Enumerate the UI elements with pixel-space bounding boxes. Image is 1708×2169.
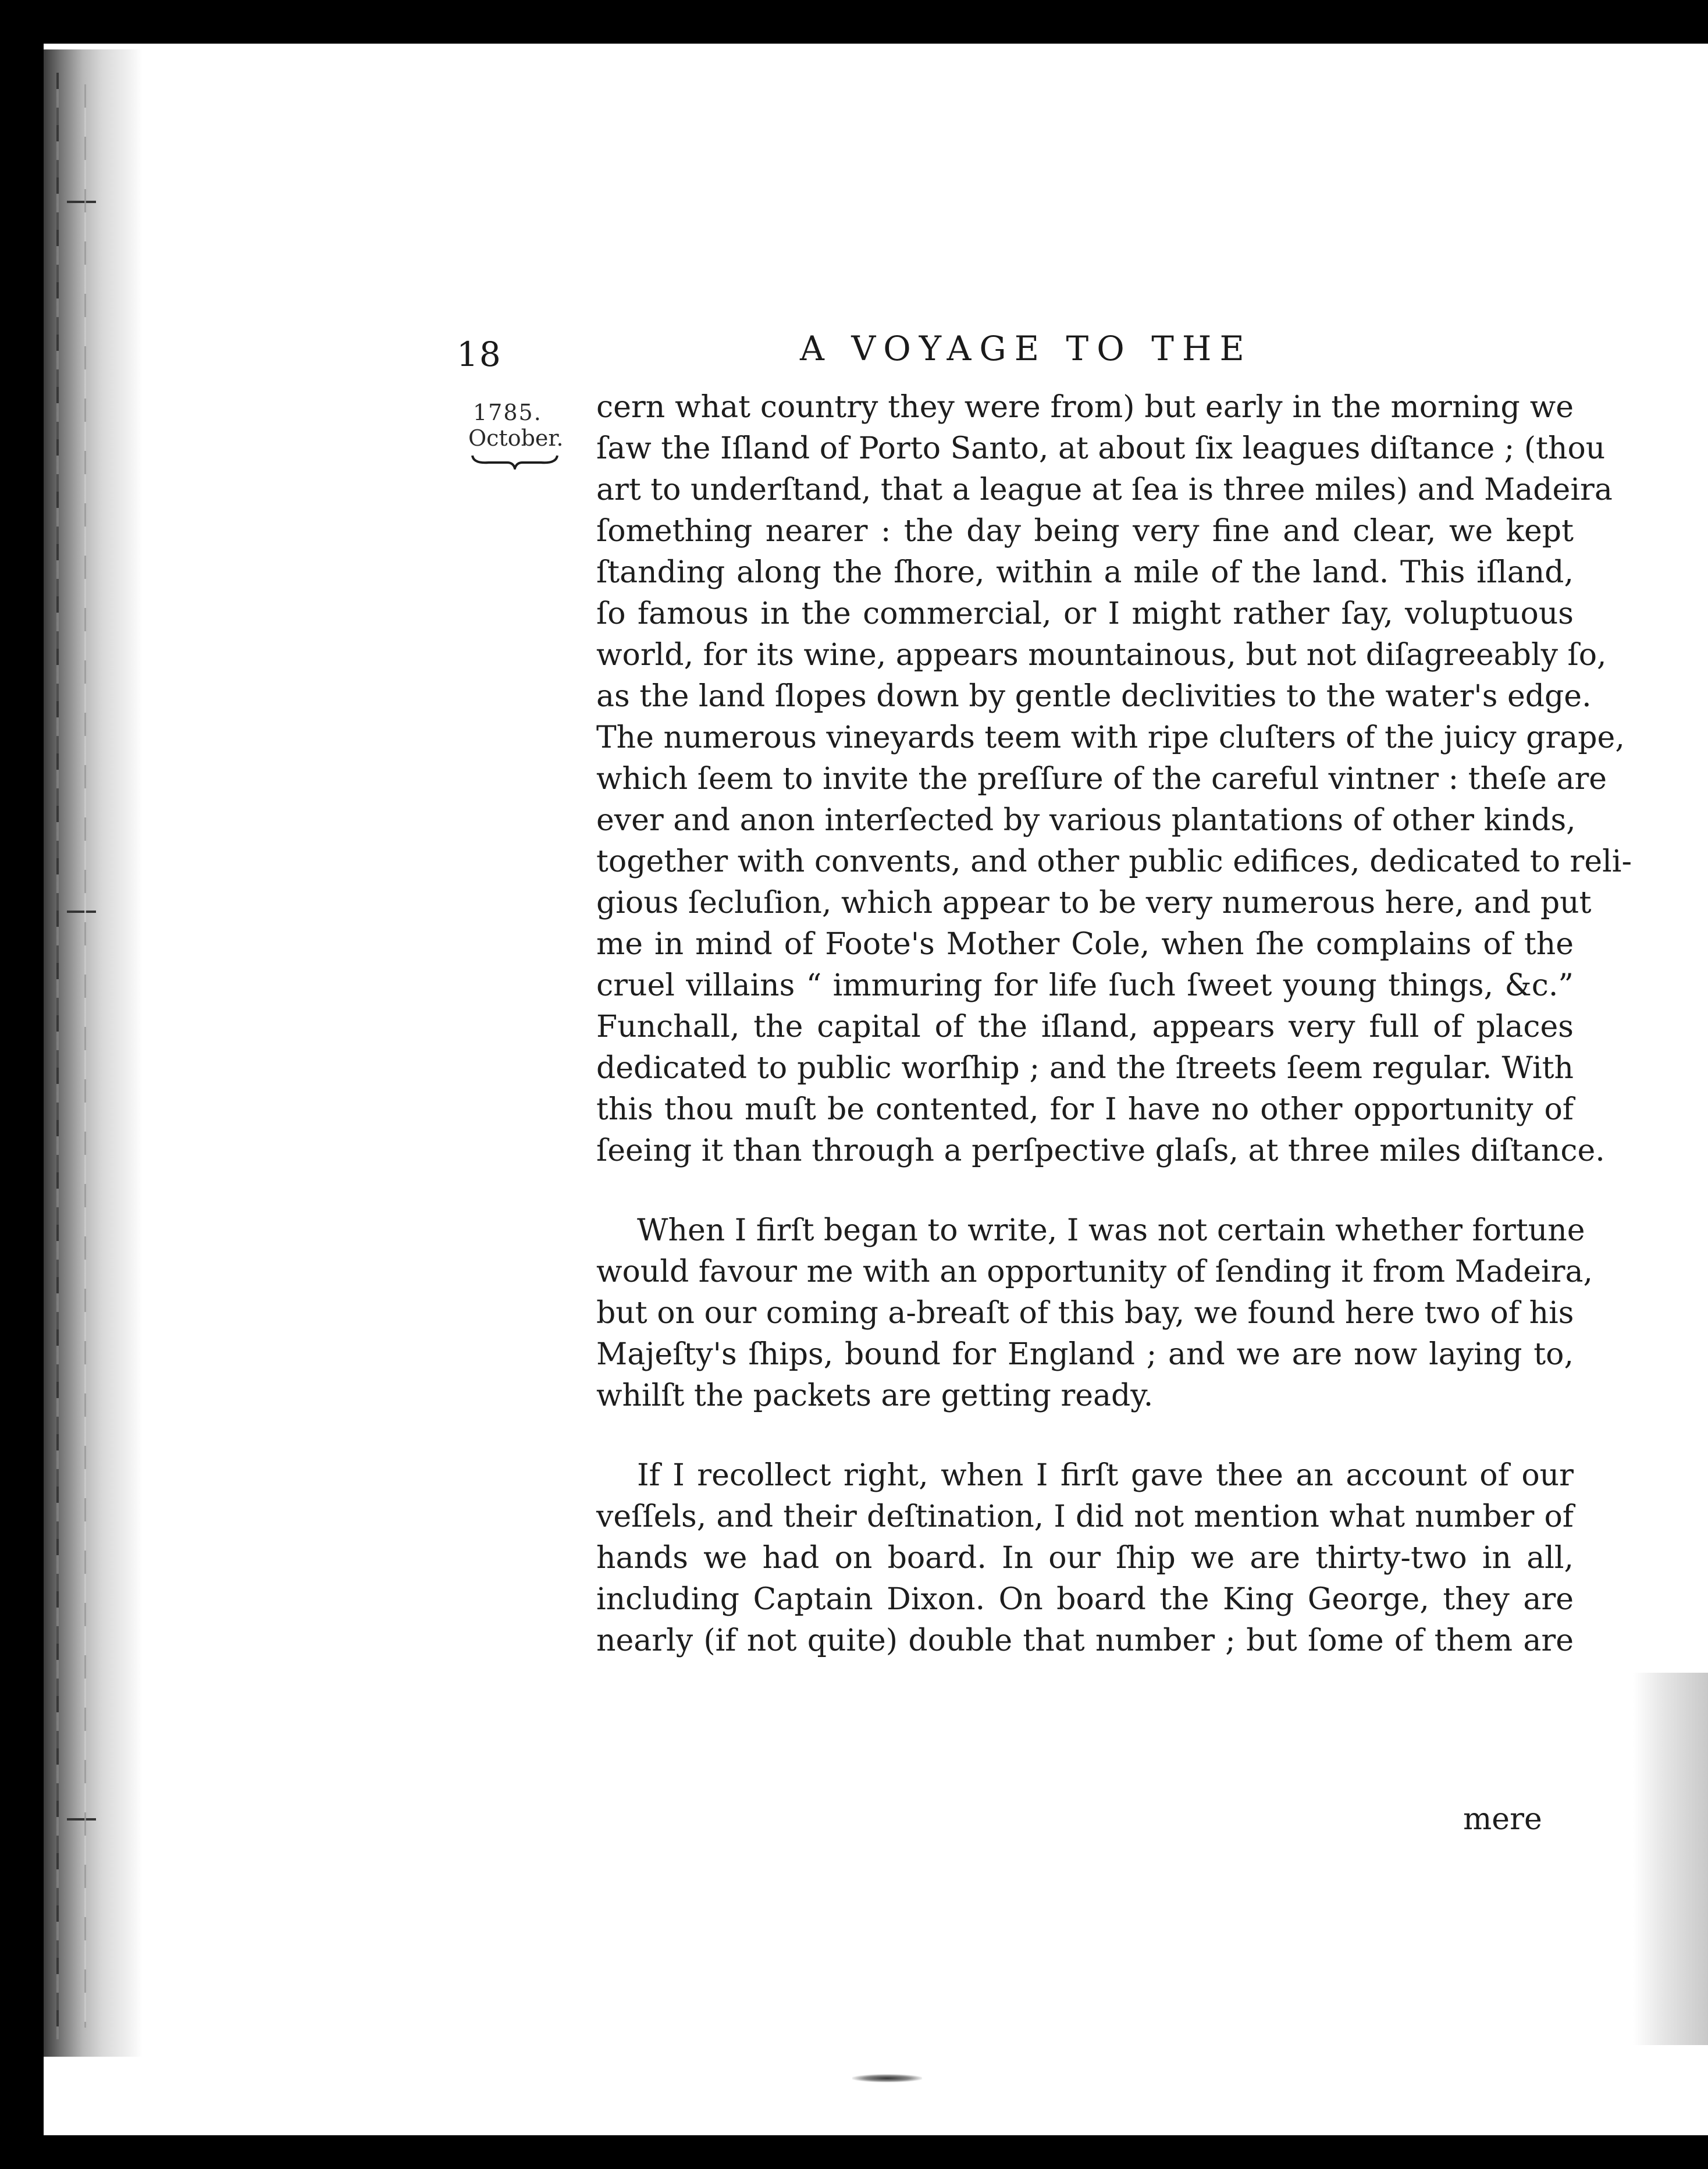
margin-note-month: October. — [468, 425, 564, 451]
body-text — [596, 387, 1632, 1662]
text-line: ſaw the Iſland of Porto Santo, at about ſix leagues diſtance ; (thou — [596, 431, 1606, 466]
text-line: dedicated to public worſhip ; and the ſtreets ſeem regular. With — [596, 1051, 1574, 1086]
text-line: gious ſecluſion, which appear to be very numerous here, and put — [596, 886, 1592, 920]
text-line: ſomething nearer : the day being very fine and clear, we kept — [596, 514, 1574, 549]
edge-mark — [67, 911, 96, 913]
text-line: If I recollect right, when I firſt gave thee an account of our — [637, 1458, 1574, 1493]
text-line: cruel villains “ immuring for life ſuch ſweet young things, &c.” — [596, 968, 1574, 1003]
text-line: whilſt the packets are getting ready. — [596, 1378, 1154, 1413]
page-number: 18 — [457, 335, 502, 374]
running-head: A VOYAGE TO THE — [800, 329, 1252, 368]
text-line: ſo famous in the commercial, or I might rather ſay, voluptuous — [596, 596, 1574, 631]
edge-mark — [67, 1818, 96, 1820]
margin-brace-icon — [471, 452, 558, 470]
scanned-page — [44, 44, 1708, 2135]
paragraph-2 — [596, 1210, 1593, 1417]
text-line: Funchall, the capital of the iſland, appears very full of places — [596, 1009, 1574, 1044]
text-line: this thou muſt be contented, for I have no other opportunity of — [596, 1092, 1574, 1127]
text-line: which ſeem to invite the preſſure of the careful vintner : theſe are — [596, 762, 1607, 797]
text-line: When I firſt began to write, I was not certain whether fortune — [637, 1213, 1585, 1248]
text-line: ſeeing it than through a perſpective glaſs, at three miles diſtance. — [596, 1133, 1605, 1168]
text-line: ſtanding along the ſhore, within a mile of the land. This iſland, — [596, 555, 1574, 590]
text-line: but on our coming a-breaſt of this bay, we found here two of his — [596, 1296, 1574, 1331]
paragraph-1 — [596, 387, 1632, 1172]
text-line: including Captain Dixon. On board the King George, they are — [596, 1582, 1574, 1617]
text-line: The numerous vineyards teem with ripe cluſters of the juicy grape, — [596, 720, 1625, 755]
paragraph-3 — [596, 1455, 1574, 1662]
right-page-edge — [1633, 1673, 1708, 2045]
text-line: nearly (if not quite) double that number ; but ſome of them are — [596, 1623, 1574, 1658]
text-line: as the land ſlopes down by gentle declivities to the water's edge. — [596, 679, 1592, 714]
text-line: ever and anon interſected by various plantations of other kinds, — [596, 803, 1576, 838]
ink-smudge — [852, 2074, 922, 2082]
margin-note-year: 1785. — [473, 400, 542, 425]
book-edge — [44, 49, 143, 2057]
text-line: art to underſtand, that a league at ſea is three miles) and Madeira — [596, 472, 1613, 507]
edge-mark — [67, 201, 96, 203]
text-line: cern what country they were from) but early in the morning we — [596, 390, 1574, 425]
text-line: veſſels, and their deſtination, I did not mention what number of — [596, 1499, 1574, 1534]
text-line: Majeſty's ſhips, bound for England ; and we are now laying to, — [596, 1337, 1574, 1372]
text-line: together with convents, and other public edifices, dedicated to reli- — [596, 844, 1632, 879]
catchword: mere — [1463, 1802, 1542, 1837]
text-line: would favour me with an opportunity of ſending it from Madeira, — [596, 1254, 1593, 1289]
text-line: world, for its wine, appears mountainous, but not diſagreeably ſo, — [596, 638, 1607, 673]
text-line: me in mind of Foote's Mother Cole, when ſhe complains of the — [596, 927, 1574, 962]
text-line: hands we had on board. In our ſhip we are thirty-two in all, — [596, 1541, 1574, 1576]
